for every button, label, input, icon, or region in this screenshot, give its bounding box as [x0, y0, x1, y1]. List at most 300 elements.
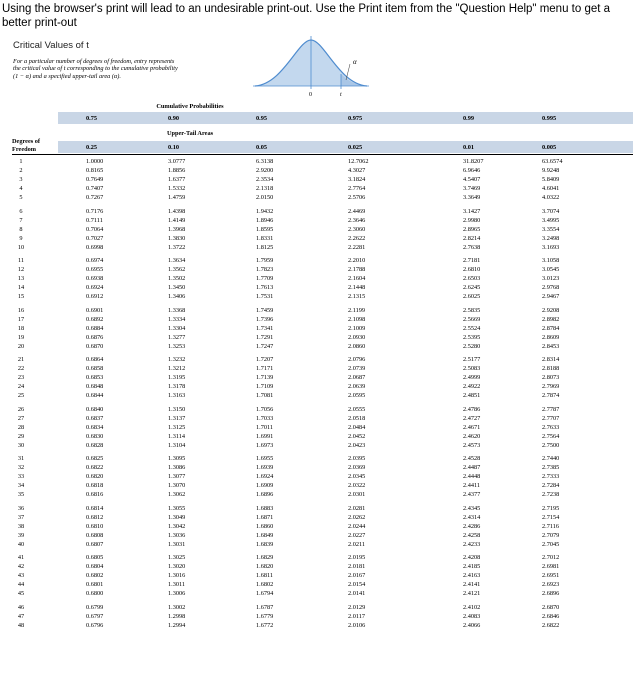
table-cell: 0.6853 — [86, 374, 104, 382]
table-cell: 1.3011 — [168, 581, 186, 589]
table-cell: 0.6912 — [86, 293, 104, 301]
table-cell: 2.9467 — [542, 293, 560, 301]
table-cell: 4.6041 — [542, 185, 560, 193]
table-cell: 1.7207 — [256, 356, 274, 363]
table-cell: 2.0154 — [348, 581, 366, 589]
table-cell: 1.3070 — [168, 482, 186, 490]
table-cell: 3.0123 — [542, 275, 560, 283]
table-cell: 2.6870 — [542, 603, 560, 611]
table-cell: 2.4233 — [463, 540, 481, 548]
table-cell: 4.5407 — [463, 176, 481, 184]
zero-label: 0 — [309, 92, 312, 98]
table-cell: 2.7969 — [542, 383, 560, 391]
table-cell: 3.7074 — [542, 207, 560, 215]
table-cell: 2.1788 — [348, 266, 366, 274]
table-cell: 1.3304 — [168, 324, 186, 332]
cumulative-header-3: 0.975 — [348, 115, 363, 122]
df-value: 46 — [17, 603, 25, 611]
table-cell: 2.2622 — [348, 234, 366, 242]
table-cell: 2.0395 — [348, 455, 366, 462]
table-cell: 0.6800 — [86, 590, 104, 598]
table-cell: 2.4487 — [463, 464, 481, 472]
table-cell: 1.3968 — [168, 225, 186, 233]
table-cell: 1.7056 — [256, 405, 274, 413]
table-cell: 0.6938 — [86, 275, 104, 283]
table-cell: 0.6818 — [86, 482, 104, 490]
upper-tail-header-1: 0.10 — [168, 144, 180, 151]
table-cell: 0.6814 — [86, 504, 104, 512]
table-cell: 2.7874 — [542, 392, 560, 400]
table-cell: 1.3006 — [168, 590, 186, 598]
upper-tail-header-2: 0.05 — [256, 144, 268, 151]
table-cell: 1.3277 — [168, 333, 186, 341]
table-cell: 4.0322 — [542, 194, 560, 202]
table-cell: 2.5083 — [463, 365, 481, 373]
table-cell: 2.4469 — [348, 207, 366, 215]
table-cell: 1.8946 — [256, 216, 274, 224]
table-cell: 1.7171 — [256, 365, 274, 373]
table-cell: 2.4083 — [463, 612, 481, 620]
df-value: 44 — [17, 581, 25, 589]
table-cell: 2.8453 — [542, 342, 560, 350]
table-cell: 1.3450 — [168, 284, 186, 292]
table-cell: 4.3027 — [348, 167, 366, 175]
table-cell: 2.8214 — [463, 234, 481, 242]
table-cell: 2.4411 — [463, 482, 481, 490]
table-cell: 3.7469 — [463, 185, 481, 193]
table-cell: 1.7109 — [256, 383, 274, 391]
table-cell: 2.6025 — [463, 293, 481, 301]
table-cell: 2.4185 — [463, 563, 481, 571]
table-cell: 1.6883 — [256, 504, 274, 512]
table-cell: 2.7440 — [542, 455, 560, 462]
table-cell: 1.3031 — [168, 540, 186, 548]
table-cell: 2.4102 — [463, 603, 481, 611]
table-cell: 2.0181 — [348, 563, 366, 571]
table-cell: 1.3334 — [168, 315, 186, 323]
table-cell: 0.6864 — [86, 356, 104, 363]
table-cell: 1.3025 — [168, 554, 186, 561]
table-cell: 1.3368 — [168, 306, 186, 314]
table-cell: 2.0227 — [348, 531, 366, 539]
table-cell: 2.7500 — [542, 441, 560, 449]
table-cell: 2.0369 — [348, 464, 366, 472]
table-cell: 1.2998 — [168, 612, 186, 620]
table-cell: 2.5395 — [463, 333, 481, 341]
table-cell: 1.3830 — [168, 234, 186, 242]
df-value: 23 — [17, 374, 25, 382]
table-cell: 1.6939 — [256, 464, 274, 472]
table-cell: 0.6808 — [86, 531, 104, 539]
upper-tail-header-5: 0.005 — [542, 144, 557, 151]
table-cell: 1.6909 — [256, 482, 274, 490]
table-cell: 2.8073 — [542, 374, 560, 382]
table-cell: 2.7284 — [542, 482, 560, 490]
table-cell: 2.7764 — [348, 185, 366, 193]
table-cell: 2.4314 — [463, 513, 481, 521]
table-cell: 2.0930 — [348, 333, 366, 341]
table-cell: 2.4286 — [463, 522, 481, 530]
table-cell: 2.0452 — [348, 432, 366, 440]
table-cell: 2.0555 — [348, 405, 366, 413]
table-cell: 1.7531 — [256, 293, 274, 301]
table-cell: 2.6951 — [542, 572, 560, 580]
df-value: 2 — [19, 167, 23, 175]
table-cell: 1.6839 — [256, 540, 274, 548]
table-cell: 0.6805 — [86, 554, 104, 561]
table-cell: 2.5706 — [348, 194, 366, 202]
table-cell: 2.0518 — [348, 414, 366, 422]
table-cell: 1.4398 — [168, 207, 186, 215]
table-cell: 0.6837 — [86, 414, 104, 422]
table-cell: 2.7012 — [542, 554, 560, 561]
table-cell: 1.3634 — [168, 257, 186, 264]
table-cell: 1.3722 — [168, 243, 186, 251]
table-cell: 1.9432 — [256, 207, 274, 215]
table-cell: 2.5524 — [463, 324, 481, 332]
table-cell: 2.1199 — [348, 306, 366, 314]
table-cell: 1.3253 — [168, 342, 186, 350]
table-cell: 1.7011 — [256, 423, 274, 431]
df-value: 11 — [17, 257, 25, 264]
table-cell: 2.0796 — [348, 356, 366, 363]
df-value: 20 — [17, 342, 25, 350]
df-header-line-2: Freedom — [12, 146, 37, 153]
table-cell: 2.0739 — [348, 365, 366, 373]
table-cell: 0.6802 — [86, 572, 104, 580]
table-cell: 2.6981 — [542, 563, 560, 571]
table-cell: 3.1058 — [542, 257, 560, 264]
table-cell: 2.0150 — [256, 194, 274, 202]
table-cell: 0.7267 — [86, 194, 104, 202]
table-cell: 2.0262 — [348, 513, 366, 521]
table-cell: 2.0106 — [348, 621, 366, 629]
table-cell: 2.4121 — [463, 590, 481, 598]
table-cell: 0.7111 — [86, 216, 103, 224]
table-cell: 0.6848 — [86, 383, 104, 391]
table-cell: 2.4573 — [463, 441, 481, 449]
table-cell: 2.5177 — [463, 356, 481, 363]
table-cell: 0.6799 — [86, 603, 104, 611]
cumulative-header-4: 0.99 — [463, 115, 475, 122]
df-value: 19 — [17, 333, 25, 341]
table-cell: 1.6377 — [168, 176, 186, 184]
table-cell: 3.4995 — [542, 216, 560, 224]
table-cell: 0.7027 — [86, 234, 104, 242]
table-cell: 2.8188 — [542, 365, 560, 373]
table-cell: 1.7959 — [256, 257, 274, 264]
table-cell: 2.6896 — [542, 590, 560, 598]
upper-tail-header-3: 0.025 — [348, 144, 363, 151]
alpha-label: α — [353, 58, 357, 66]
table-cell: 2.4377 — [463, 491, 481, 499]
table-cell: 63.6574 — [542, 158, 563, 165]
table-cell: 0.7407 — [86, 185, 104, 193]
table-cell: 2.3060 — [348, 225, 366, 233]
table-cell: 2.8314 — [542, 356, 560, 363]
table-cell: 1.3049 — [168, 513, 186, 521]
table-cell: 0.6820 — [86, 473, 104, 481]
table-cell: 0.6796 — [86, 621, 104, 629]
table-cell: 2.5280 — [463, 342, 481, 350]
table-cell: 2.0129 — [348, 603, 366, 611]
table-cell: 1.3163 — [168, 392, 186, 400]
cumulative-header-2: 0.95 — [256, 115, 268, 122]
table-cell: 1.8856 — [168, 167, 186, 175]
table-cell: 2.6846 — [542, 612, 560, 620]
print-notice: Using the browser's print will lead to an undesirable print-out. Use the Print item from the "Question Help" menu to get a better print-out — [2, 3, 611, 29]
table-cell: 2.7116 — [542, 522, 560, 530]
df-value: 42 — [17, 563, 25, 571]
table-cell: 1.3150 — [168, 405, 186, 413]
table-cell: 1.3095 — [168, 455, 186, 462]
table-cell: 1.4149 — [168, 216, 186, 224]
table-cell: 2.7195 — [542, 504, 560, 512]
table-cell: 1.8125 — [256, 243, 274, 251]
table-cell: 2.4671 — [463, 423, 481, 431]
table-cell: 0.6797 — [86, 612, 104, 620]
df-value: 26 — [17, 405, 25, 413]
table-cell: 1.3114 — [168, 432, 186, 440]
table-cell: 1.3502 — [168, 275, 186, 283]
table-cell: 1.3178 — [168, 383, 186, 391]
table-cell: 2.4528 — [463, 455, 481, 462]
table-cell: 2.4258 — [463, 531, 481, 539]
table-cell: 0.6810 — [86, 522, 104, 530]
table-cell: 1.7291 — [256, 333, 274, 341]
table-cell: 2.0167 — [348, 572, 366, 580]
table-cell: 2.2010 — [348, 257, 366, 264]
table-cell: 1.3125 — [168, 423, 186, 431]
table-cell: 2.8784 — [542, 324, 560, 332]
df-value: 17 — [17, 315, 25, 323]
table-cell: 0.6804 — [86, 563, 104, 571]
table-cell: 1.8595 — [256, 225, 274, 233]
table-cell: 2.7238 — [542, 491, 560, 499]
table-cell: 1.7247 — [256, 342, 274, 350]
table-cell: 1.6811 — [256, 572, 274, 580]
table-cell: 12.7062 — [348, 158, 369, 165]
table-cell: 2.6923 — [542, 581, 560, 589]
table-cell: 0.6901 — [86, 306, 104, 314]
table-cell: 1.3137 — [168, 414, 186, 422]
table-cell: 2.4786 — [463, 405, 481, 413]
table-cell: 1.3020 — [168, 563, 186, 571]
table-cell: 2.9208 — [542, 306, 560, 314]
table-cell: 2.7079 — [542, 531, 560, 539]
table-cell: 2.2281 — [348, 243, 366, 251]
table-cell: 2.7787 — [542, 405, 560, 413]
df-value: 25 — [17, 392, 25, 400]
table-cell: 6.3138 — [256, 158, 274, 165]
table-cell: 2.4620 — [463, 432, 481, 440]
table-cell: 1.3195 — [168, 374, 186, 382]
table-cell: 1.6849 — [256, 531, 274, 539]
table-cell: 0.7064 — [86, 225, 104, 233]
table-cell: 2.3646 — [348, 216, 366, 224]
table-cell: 6.9646 — [463, 167, 481, 175]
table-cell: 2.7638 — [463, 243, 481, 251]
t-distribution-curve-figure — [253, 34, 369, 98]
table-cell: 2.9200 — [256, 167, 274, 175]
table-cell: 0.6892 — [86, 315, 104, 323]
table-cell: 2.7633 — [542, 423, 560, 431]
df-value: 8 — [19, 225, 23, 233]
table-cell: 2.8609 — [542, 333, 560, 341]
df-value: 28 — [17, 423, 25, 431]
table-cell: 2.0639 — [348, 383, 366, 391]
table-cell: 1.6896 — [256, 491, 274, 499]
table-cell: 1.7459 — [256, 306, 274, 314]
table-cell: 1.3104 — [168, 441, 186, 449]
df-value: 39 — [17, 531, 25, 539]
header-rule — [12, 154, 633, 155]
table-cell: 3.0777 — [168, 158, 186, 165]
df-value: 16 — [17, 306, 25, 314]
table-cell: 2.0595 — [348, 392, 366, 400]
table-cell: 1.7341 — [256, 324, 274, 332]
table-cell: 2.0281 — [348, 504, 366, 512]
table-cell: 0.6834 — [86, 423, 104, 431]
table-cell: 1.7139 — [256, 374, 274, 382]
df-value: 3 — [19, 176, 23, 184]
table-cell: 1.7709 — [256, 275, 274, 283]
table-cell: 2.8982 — [542, 315, 560, 323]
df-value: 48 — [17, 621, 25, 629]
table-cell: 1.3232 — [168, 356, 186, 363]
table-cell: 0.6812 — [86, 513, 104, 521]
table-cell: 1.6829 — [256, 554, 274, 561]
table-cell: 0.6816 — [86, 491, 104, 499]
table-cell: 5.8409 — [542, 176, 560, 184]
table-cell: 2.7333 — [542, 473, 560, 481]
table-cell: 1.6973 — [256, 441, 274, 449]
table-cell: 1.2994 — [168, 621, 186, 629]
table-cell: 0.6884 — [86, 324, 104, 332]
upper-tail-header-0: 0.25 — [86, 144, 98, 151]
table-cell: 2.0195 — [348, 554, 366, 561]
table-cell: 0.6801 — [86, 581, 104, 589]
df-value: 30 — [17, 441, 25, 449]
df-value: 38 — [17, 522, 25, 530]
df-value: 9 — [19, 234, 23, 242]
df-value: 29 — [17, 432, 25, 440]
table-cell: 1.3086 — [168, 464, 186, 472]
df-value: 10 — [17, 243, 25, 251]
df-value: 18 — [17, 324, 25, 332]
table-cell: 3.0545 — [542, 266, 560, 274]
table-cell: 2.4066 — [463, 621, 481, 629]
table-cell: 2.7385 — [542, 464, 560, 472]
df-value: 24 — [17, 383, 25, 391]
table-cell: 2.3534 — [256, 176, 274, 184]
table-description — [13, 58, 243, 80]
cumulative-header-1: 0.90 — [168, 115, 180, 122]
table-cell: 1.6787 — [256, 603, 274, 611]
table-cell: 9.9248 — [542, 167, 560, 175]
table-cell: 0.6830 — [86, 432, 104, 440]
table-cell: 2.6822 — [542, 621, 560, 629]
description-line-3: (1 − α) and a specified upper-tail area (α). — [13, 72, 121, 80]
df-value: 5 — [19, 194, 23, 202]
table-cell: 2.1098 — [348, 315, 366, 323]
table-cell: 1.3042 — [168, 522, 186, 530]
table-cell: 1.3002 — [168, 603, 186, 611]
cumulative-header-5: 0.995 — [542, 115, 557, 122]
table-cell: 3.2498 — [542, 234, 560, 242]
df-value: 36 — [17, 504, 25, 512]
table-cell: 3.1824 — [348, 176, 366, 184]
table-cell: 2.6810 — [463, 266, 481, 274]
table-cell: 2.0244 — [348, 522, 366, 530]
table-cell: 1.3406 — [168, 293, 186, 301]
df-value: 33 — [17, 473, 25, 481]
table-cell: 2.0141 — [348, 590, 366, 598]
df-value: 1 — [19, 158, 23, 165]
table-cell: 1.3212 — [168, 365, 186, 373]
table-cell: 2.9768 — [542, 284, 560, 292]
table-cell: 2.6503 — [463, 275, 481, 283]
table-cell: 2.4345 — [463, 504, 481, 512]
table-cell: 1.6794 — [256, 590, 274, 598]
table-cell: 2.4448 — [463, 473, 481, 481]
table-cell: 1.6779 — [256, 612, 274, 620]
table-cell: 1.6924 — [256, 473, 274, 481]
table-cell: 2.0211 — [348, 540, 366, 548]
upper-tail-header-4: 0.01 — [463, 144, 475, 151]
table-cell: 1.6991 — [256, 432, 274, 440]
table-cell: 1.5332 — [168, 185, 186, 193]
table-cell: 0.6870 — [86, 342, 104, 350]
df-value: 6 — [19, 207, 23, 215]
table-cell: 1.0000 — [86, 158, 104, 165]
cumulative-header-0: 0.75 — [86, 115, 98, 122]
table-cell: 2.0423 — [348, 441, 366, 449]
table-cell: 31.8207 — [463, 158, 484, 165]
df-value: 14 — [17, 284, 25, 292]
upper-tail-title: Upper-Tail Areas — [166, 130, 214, 137]
table-cell: 2.7181 — [463, 257, 481, 264]
table-cell: 0.6955 — [86, 266, 104, 274]
df-value: 47 — [17, 612, 25, 620]
df-value: 40 — [17, 540, 25, 548]
table-cell: 1.3036 — [168, 531, 186, 539]
table-cell: 2.4163 — [463, 572, 481, 580]
table-cell: 2.0301 — [348, 491, 366, 499]
df-value: 45 — [17, 590, 25, 598]
table-cell: 1.6820 — [256, 563, 274, 571]
df-value: 4 — [19, 185, 23, 193]
table-cell: 0.6822 — [86, 464, 104, 472]
table-cell: 2.0345 — [348, 473, 366, 481]
table-cell: 1.4759 — [168, 194, 186, 202]
table-cell: 2.0117 — [348, 612, 366, 620]
table-cell: 2.1009 — [348, 324, 366, 332]
df-value: 31 — [17, 455, 25, 462]
table-cell: 1.3055 — [168, 504, 186, 512]
table-cell: 1.7396 — [256, 315, 274, 323]
table-cell: 1.6871 — [256, 513, 274, 521]
table-cell: 2.8965 — [463, 225, 481, 233]
table-cell: 2.4851 — [463, 392, 481, 400]
table-cell: 3.1427 — [463, 207, 481, 215]
description-line-1: For a particular number of degrees of freedom, entry represents — [13, 58, 175, 65]
table-cell: 2.4999 — [463, 374, 481, 382]
df-header-line-1: Degrees of — [12, 138, 41, 145]
df-value: 7 — [19, 216, 23, 224]
table-cell: 1.3562 — [168, 266, 186, 274]
table-cell: 2.7564 — [542, 432, 560, 440]
